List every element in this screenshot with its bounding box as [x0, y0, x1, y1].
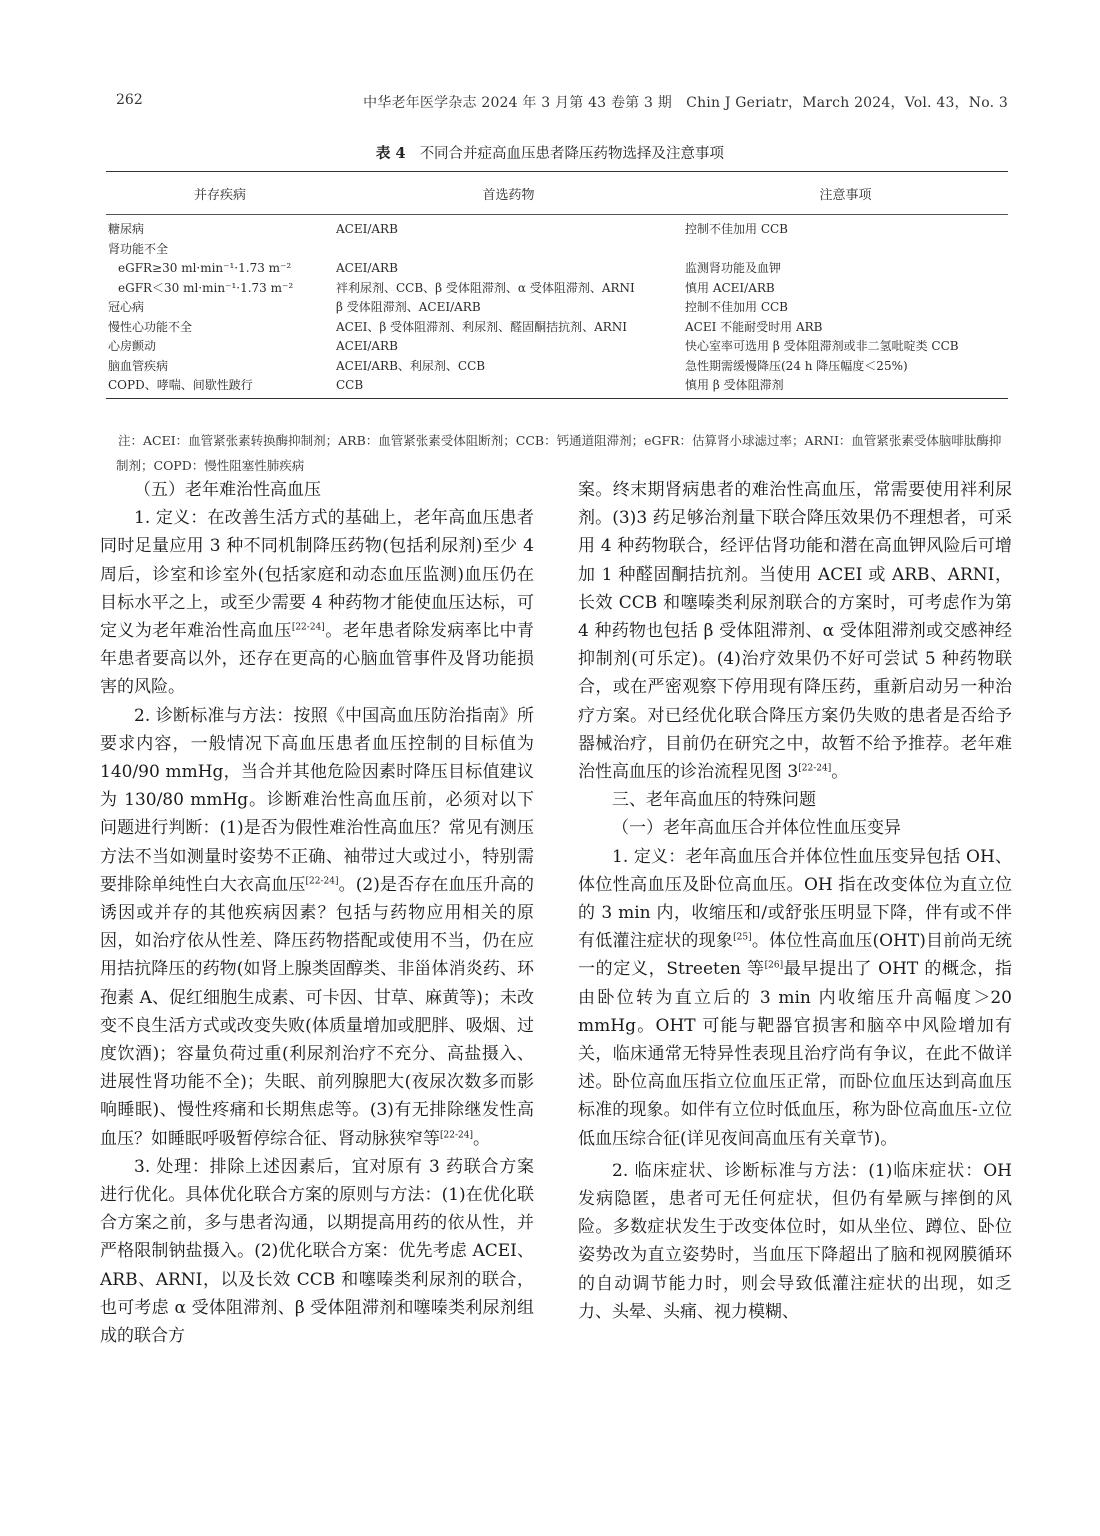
- paragraph-treatment-continued: 案。终末期肾病患者的难治性高血压，常需要使用袢利尿剂。(3)3 药足够治剂量下联合降压效果仍不理想者，可采用 4 种药物联合，经评估肾功能和潜在高血钾风险后可增加 1 种醛固酮拮抗剂。当使用 ACEI 或 ARB、ARNI，长效 CCB 和噻嗪类利尿剂联合的方案时，可考虑作为第 4 种药物也包括 β 受体阻滞剂、α 受体阻滞剂或交感神经抑制剂(可乐定)。(4)治疗效果仍不好可尝试 5 种药物联合，或在严密观察下停用现有降压药，重新启动另一种治疗方案。对已经优化联合降压方案仍失败的患者是否给予器械治疗，目前仍在研究之中，故暂不给予推荐。老年难治性高血压的诊治流程见图 3[22-24]。: [578, 480, 1012, 783]
- table-caption: [0, 142, 1100, 163]
- cell-drug: ACEI/ARB: [336, 338, 398, 353]
- citation: [22-24]: [305, 876, 339, 887]
- subsection-heading: （一）老年高血压合并体位性血压变异: [612, 818, 901, 839]
- table-row: [106, 317, 1008, 337]
- table-row: [106, 375, 1008, 398]
- cell-note: 快心室率可选用 β 受体阻滞剂或非二氢吡啶类 CCB: [685, 339, 959, 354]
- journal-citation: 中华老年医学杂志 2024 年 3 月第 43 卷第 3 期 Chin J Geriatr，March 2024，Vol. 43，No. 3: [363, 95, 1008, 111]
- drug-selection-table: [106, 171, 1008, 399]
- table-row: [106, 356, 1008, 376]
- cell-note: 监测肾功能及血钾: [685, 261, 782, 276]
- cell-drug: ACEI、β 受体阻滞剂、利尿剂、醛固酮拮抗剂、ARNI: [336, 319, 628, 334]
- left-column: [100, 476, 534, 1350]
- cell-note: 控制不佳加用 CCB: [685, 222, 788, 237]
- table-row: [106, 336, 1008, 356]
- cell-disease: 慢性心功能不全: [108, 319, 193, 334]
- cell-note: 控制不佳加用 CCB: [685, 300, 788, 315]
- citation: [22-24]: [440, 1130, 473, 1141]
- header-drug: 首选药物: [334, 172, 683, 215]
- cell-disease: 心房颤动: [108, 339, 157, 354]
- citation: [26]: [764, 960, 784, 971]
- paragraph-clinical-symptoms: 2. 临床症状、诊断标准与方法：(1)临床症状：OH 发病隐匿，患者可无任何症状，但仍有晕厥与摔倒的风险。多数症状发生于改变体位时，如从坐位、蹲位、卧位姿势改为直立姿势时，当血压下降超出了脑和视网膜循环的自动调节能力时，则会导致低灌注症状的出现，如乏力、头晕、头痛、视力模糊、: [578, 1160, 1012, 1322]
- citation: [22-24]: [291, 622, 325, 633]
- header-note: 注意事项: [683, 172, 1008, 215]
- page-number: 262: [116, 92, 143, 108]
- table-row: [106, 239, 1008, 259]
- cell-note: 慎用 ACEI/ARB: [685, 280, 775, 295]
- section-heading: 三、老年高血压的特殊问题: [612, 790, 816, 811]
- page-header: [116, 92, 1008, 116]
- section-heading: （五）老年难治性高血压: [134, 480, 321, 500]
- cell-drug: [334, 239, 683, 259]
- citation: [22-24]: [798, 763, 832, 774]
- cell-disease: eGFR＜30 ml·min⁻¹·1.73 m⁻²: [118, 280, 294, 295]
- table-header-row: [106, 172, 1008, 215]
- cell-disease: eGFR≥30 ml·min⁻¹·1.73 m⁻²: [118, 260, 292, 275]
- table-row: [106, 278, 1008, 298]
- table-footnote: 注：ACEI：血管紧张素转换酶抑制剂；ARB：血管紧张素受体阻断剂；CCB：钙通道阻滞剂；eGFR：估算肾小球滤过率；ARNI：血管紧张素受体脑啡肽酶抑制剂；COPD：慢性阻塞性肺疾病: [116, 433, 1002, 473]
- cell-disease: 糖尿病: [108, 222, 145, 237]
- cell-drug: ACEI/ARB、利尿剂、CCB: [336, 358, 486, 373]
- cell-note: 慎用 β 受体阻滞剂: [683, 375, 1008, 398]
- right-column: [578, 476, 1012, 1326]
- cell-disease: 冠心病: [108, 300, 145, 315]
- cell-note: [683, 239, 1008, 259]
- cell-drug: 袢利尿剂、CCB、β 受体阻滞剂、α 受体阻滞剂、ARNI: [336, 280, 635, 295]
- paragraph-treatment: 3. 处理：排除上述因素后，宜对原有 3 药联合方案进行优化。具体优化联合方案的原则与方法：(1)在优化联合方案之前，多与患者沟通，以期提高用药的依从性，并严格限制钠盐摄入。(2)优化联合方案：优先考虑 ACEI、ARB、ARNI，以及长效 CCB 和噻嗪类利尿剂的联合，也可考虑 α 受体阻滞剂、β 受体阻滞剂和噻嗪类利尿剂组成的联合方: [100, 1156, 534, 1347]
- paragraph-diagnosis: 2. 诊断标准与方法：按照《中国高血压防治指南》所要求内容，一般情况下高血压患者血压控制的目标值为 140/90 mmHg，当合并其他危险因素时降压目标值建议为 130/80 mmHg。诊断难治性高血压前，必须对以下问题进行判断：(1)是否为假性难治性高血压？常见有测压方法不当如测量时姿势不正确、袖带过大或过小，特别需要排除单纯性白大衣高血压[22-24]。(2)是否存在血压升高的诱因或并存的其他疾病因素？包括与药物应用相关的原因，如治疗依从性差、降压药物搭配或使用不当，仍在应用拮抗降压的药物(如肾上腺类固醇类、非甾体消炎药、环孢素 A、促红细胞生成素、可卡因、甘草、麻黄等)；未改变不良生活方式或改变失败(体质量增加或肥胖、吸烟、过度饮酒)；容量负荷过重(利尿剂治疗不充分、高盐摄入、进展性肾功能不全)；失眠、前列腺肥大(夜尿次数多而影响睡眠)、慢性疼痛和长期焦虑等。(3)有无排除继发性高血压？如睡眠呼吸暂停综合征、肾动脉狭窄等[22-24]。: [100, 705, 535, 1149]
- cell-disease: 脑血管疾病: [108, 358, 169, 373]
- cell-drug: ACEI/ARB: [336, 260, 398, 275]
- header-disease: 并存疾病: [106, 172, 334, 215]
- citation: [25]: [733, 932, 752, 943]
- cell-disease: COPD、哮喘、间歇性跛行: [106, 375, 334, 398]
- table-row: [106, 215, 1008, 239]
- cell-drug: β 受体阻滞剂、ACEI/ARB: [336, 300, 481, 315]
- table-row: [106, 297, 1008, 317]
- cell-drug: CCB: [334, 375, 683, 398]
- cell-disease: 肾功能不全: [108, 241, 169, 256]
- table-row: [106, 258, 1008, 278]
- paragraph-definition: 1. 定义：在改善生活方式的基础上，老年高血压患者同时足量应用 3 种不同机制降压药物(包括利尿剂)至少 4 周后，诊室和诊室外(包括家庭和动态血压监测)血压仍在目标水平之上，或至少需要 4 种药物才能使血压达标，可定义为老年难治性高血压[22-24]。老年患者除发病率比中青年患者要高以外，还存在更高的心脑血管事件及肾功能损害的风险。: [100, 508, 535, 698]
- cell-note: 急性期需缓慢降压(24 h 降压幅度＜25%): [685, 358, 908, 373]
- cell-drug: ACEI/ARB: [336, 221, 398, 236]
- cell-note: ACEI 不能耐受时用 ARB: [685, 319, 823, 334]
- table-title: 不同合并症高血压患者降压药物选择及注意事项: [419, 146, 725, 162]
- table-label: 表 4: [375, 145, 406, 162]
- paragraph-orthostatic-definition: 1. 定义：老年高血压合并体位性血压变异包括 OH、体位性高血压及卧位高血压。OH 指在改变体位为直立位的 3 min 内，收缩压和/或舒张压明显下降，伴有或不伴有低灌注症状的现象[25]。体位性高血压(OHT)目前尚无统一的定义，Streeten 等[26]最早提出了 OHT 的概念，指由卧位转为直立后的 3 min 内收缩压升高幅度＞20 mmHg。OHT 可能与靶器官损害和脑卒中风险增加有关，临床通常无特异性表现且治疗尚有争议，在此不做详述。卧位高血压指立位血压正常，而卧位血压达到高血压标准的现象。如伴有立位时低血压，称为卧位高血压-立位低血压综合征(详见夜间高血压有关章节)。: [578, 846, 1012, 1149]
